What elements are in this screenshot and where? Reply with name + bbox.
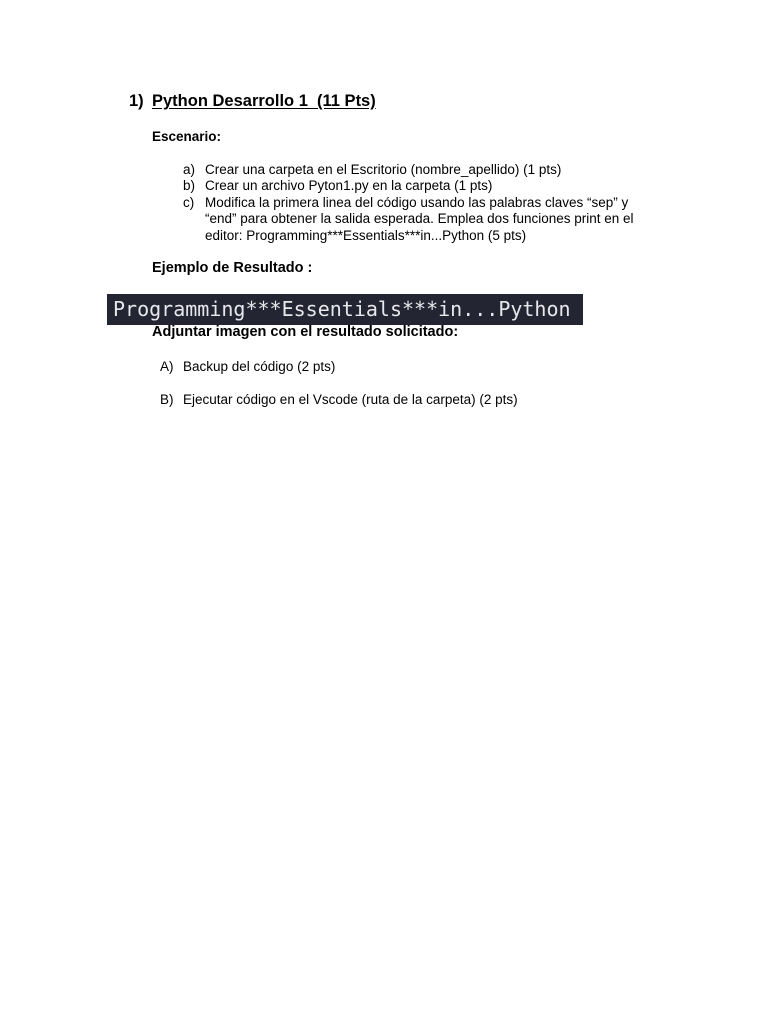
list-marker: B)	[160, 392, 174, 407]
list-marker: A)	[160, 359, 174, 374]
attach-label: Adjuntar imagen con el resultado solicitado:	[152, 324, 459, 340]
list-item	[160, 358, 518, 391]
list-item-text: Ejecutar código en el Vscode (ruta de la carpeta) (2 pts)	[183, 392, 518, 407]
list-marker: a)	[183, 162, 196, 177]
list-marker: b)	[183, 178, 196, 194]
scenario-label: Escenario:	[152, 129, 222, 144]
attach-list	[160, 358, 518, 424]
question-number: 1)	[129, 92, 144, 110]
example-output-screenshot: Programming***Essentials***in...Python	[107, 294, 583, 325]
list-marker: c)	[183, 194, 195, 210]
list-item-text: Crear una carpeta en el Escritorio (nombre_apellido) (1 pts)	[205, 162, 562, 177]
scenario-task-list	[183, 162, 663, 244]
question-heading	[129, 92, 376, 111]
list-item	[183, 162, 663, 178]
example-label: Ejemplo de Resultado :	[152, 260, 313, 276]
list-item	[160, 391, 518, 424]
list-item-text: Backup del código (2 pts)	[183, 359, 336, 374]
list-item-text: Modifica la primera linea del código usando las palabras claves “sep” y “end” para obtener la salida esperada. Emplea dos funciones print en el editor: Programming***Essentials***in...Python (5 pts)	[205, 194, 634, 243]
list-item	[183, 195, 663, 244]
list-item-text: Crear un archivo Pyton1.py en la carpeta (1 pts)	[205, 178, 493, 194]
question-title: Python Desarrollo 1 (11 Pts)	[152, 92, 376, 110]
list-item	[183, 178, 663, 194]
